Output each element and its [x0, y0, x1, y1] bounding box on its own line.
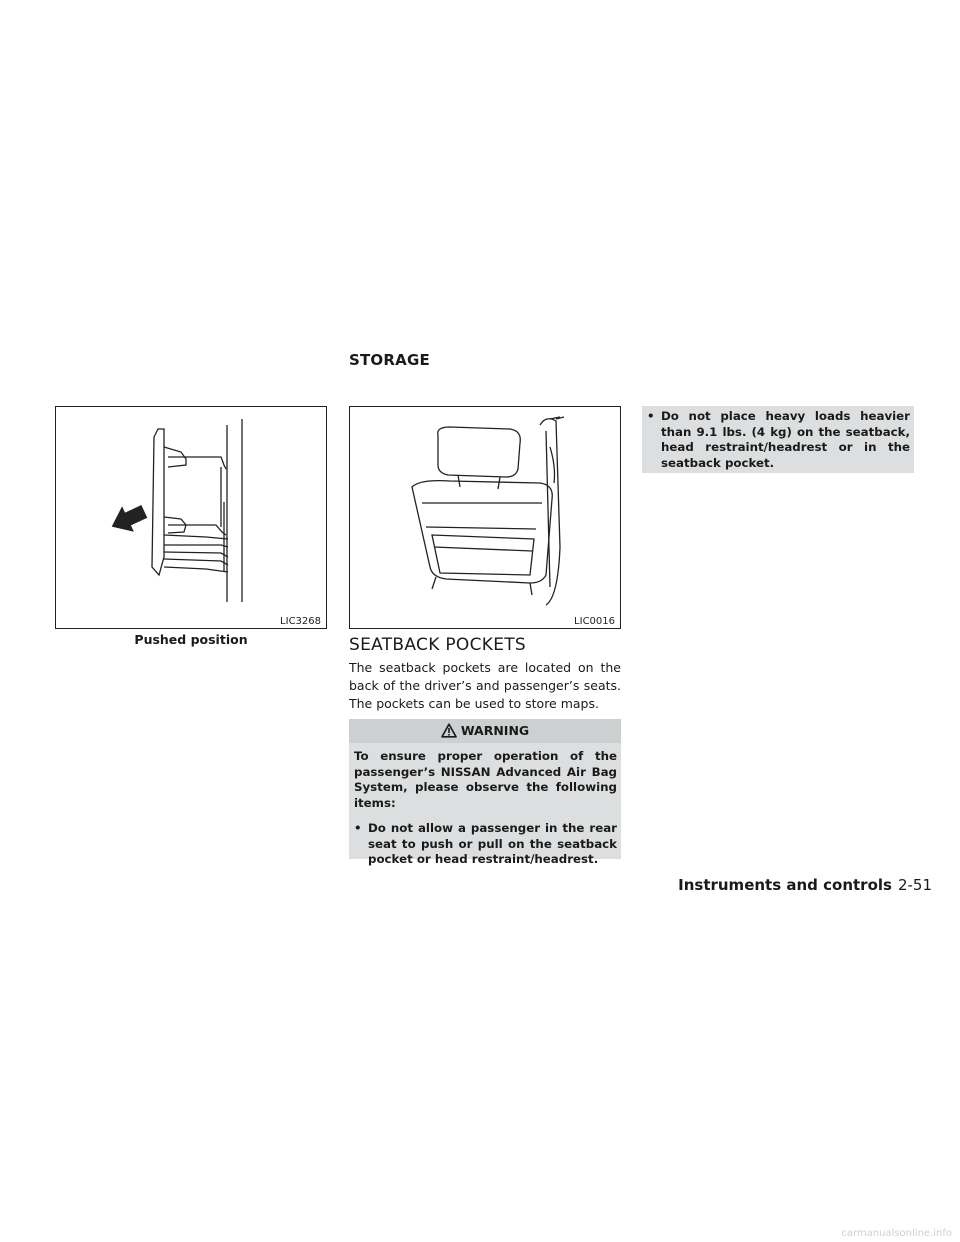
bullet-text: Do not allow a passenger in the rear seat to push or pull on the seatback pocket or head restraint/headrest. — [368, 821, 617, 866]
footer-chapter: Instruments and controls — [678, 876, 892, 894]
warning-bullet — [647, 409, 910, 471]
bullet-marker: • — [647, 409, 655, 423]
footer-page-number: 2-51 — [897, 876, 932, 894]
warning-bullet — [354, 821, 617, 868]
figure-code: LIC3268 — [280, 616, 321, 627]
figure-code: LIC0016 — [574, 616, 615, 627]
pushed-position-illustration — [56, 407, 326, 628]
watermark: carmanualsonline.info — [841, 1228, 952, 1239]
warning-continuation-body — [642, 406, 914, 477]
push-arrow-icon — [106, 499, 150, 540]
bullet-marker: • — [354, 821, 362, 835]
figure-pushed-position — [55, 406, 327, 629]
page-footer — [678, 876, 932, 894]
seatback-illustration — [350, 407, 620, 628]
warning-continuation-box — [642, 406, 914, 473]
warning-title-bar — [349, 719, 621, 743]
warning-triangle-icon — [441, 723, 457, 738]
figure-caption: Pushed position — [134, 632, 248, 647]
warning-box — [349, 719, 621, 866]
warning-intro: To ensure proper operation of the passenger’s NISSAN Advanced Air Bag System, please observe the following items: — [354, 749, 617, 810]
body-paragraph: The seatback pockets are located on the back of the driver’s and passenger’s seats. The pockets can be used to store maps. — [349, 660, 621, 711]
figure-seatback — [349, 406, 621, 629]
warning-body — [349, 743, 621, 874]
section-heading: SEATBACK POCKETS — [349, 635, 527, 655]
bullet-text: Do not place heavy loads heavier than 9.1 lbs. (4 kg) on the seatback, head restraint/headrest or in the seatback pocket. — [661, 409, 910, 470]
section-title: STORAGE — [349, 351, 430, 369]
warning-title: WARNING — [460, 723, 530, 738]
